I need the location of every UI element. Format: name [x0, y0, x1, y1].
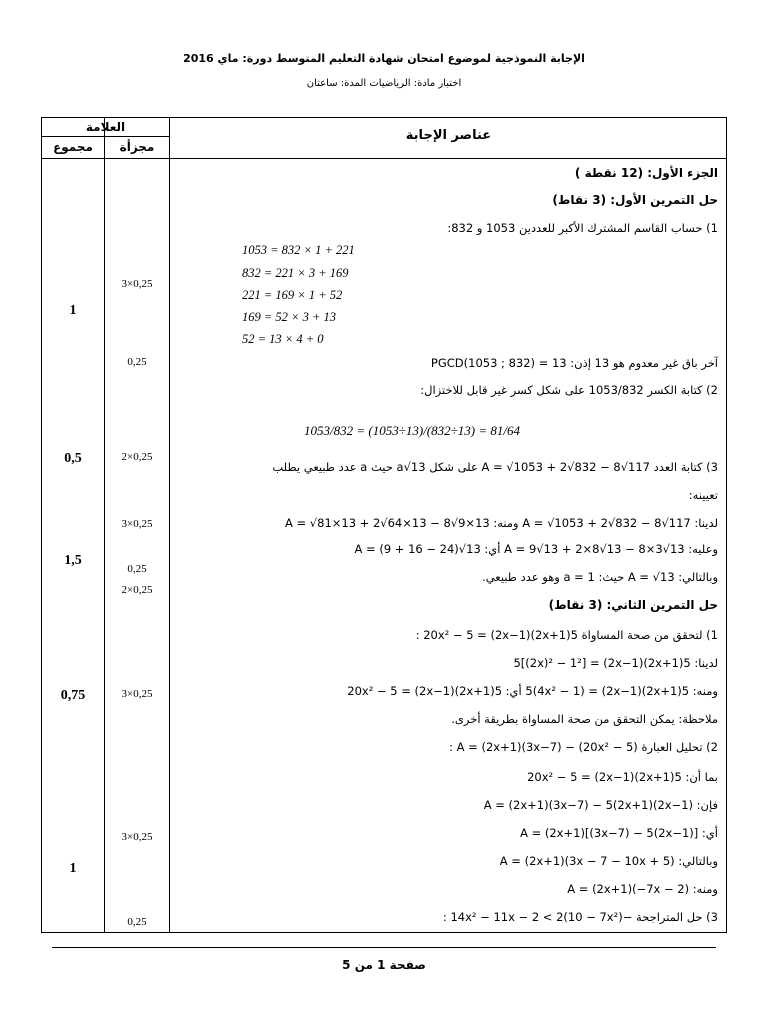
fraction-equation: 1053/832 = (1053÷13)/(832÷13) = 81/64: [304, 423, 520, 438]
division-step: 221 = 169 × 1 + 52: [242, 288, 343, 302]
question-text: 2) كتابة الكسر 1053/832 على شكل كسر غير قابل للاختزال:: [420, 383, 718, 397]
total-score: 1: [69, 303, 77, 318]
question-text: 2) تحليل العبارة A = (2x+1)(3x−7) − (20x² − 5) :: [449, 740, 718, 754]
partial-score: 0,25: [127, 356, 147, 368]
total-score: 1: [69, 861, 77, 876]
col-partial: مجزأة: [119, 140, 155, 154]
partial-score: 2×0,25: [121, 451, 153, 463]
col-grade: العلامة: [85, 120, 126, 134]
partial-score: 3×0,25: [121, 688, 153, 700]
exercise-heading: حل التمرين الثاني: (3 نقاط): [548, 598, 718, 612]
question-text: 1) حساب القاسم المشترك الأكبر للعددين 1053 و 832:: [447, 221, 718, 235]
pgcd-result: آخر باق غير معدوم هو 13 إذن: PGCD(1053 ; 832) = 13: [430, 356, 718, 370]
question-text: تعيينه:: [688, 488, 718, 502]
answer-line: وبالتالي: A = (2x+1)(3x − 7 − 10x + 5): [499, 854, 718, 868]
division-step: 169 = 52 × 3 + 13: [242, 310, 337, 324]
total-score: 0,5: [64, 451, 82, 466]
partial-score: 3×0,25: [121, 831, 153, 843]
answer-line: بما أن: 5(2x+1)(2x−1) = 20x² − 5: [527, 770, 718, 784]
note-text: ملاحظة: يمكن التحقق من صحة المساواة بطريقة أخرى.: [451, 712, 718, 726]
question-text: 1) لتحقق من صحة المساواة 5(2x+1)(2x−1) = 20x² − 5 :: [415, 628, 718, 642]
total-score: 1,5: [64, 553, 82, 568]
page-number: صفحة 1 من 5: [342, 958, 426, 972]
answer-line: لدينا: A = √1053 + 2√832 − 8√117 ومنه: A = √81×13 + 2√64×13 − 8√9×13: [284, 516, 718, 530]
exam-title: الإجابة النموذجية لموضوع امتحان شهادة التعليم المتوسط دورة: ماي 2016: [183, 52, 585, 65]
answer-line: فإن: A = (2x+1)(3x−7) − 5(2x+1)(2x−1): [483, 798, 718, 812]
answer-line: أي: A = (2x+1)[(3x−7) − 5(2x−1)]: [520, 826, 718, 840]
part-heading: الجزء الأول: (12 نقطة ): [574, 166, 718, 180]
total-score: 0,75: [60, 688, 86, 703]
exam-subtitle: اختبار مادة: الرياضيات المدة: ساعتان: [306, 78, 462, 89]
question-text: 3) كتابة العدد A = √1053 + 2√832 − 8√117 على شكل a√13 حيث a عدد طبيعي يطلب: [272, 460, 718, 474]
partial-score: 0,25: [127, 563, 147, 575]
col-total: مجموع: [53, 140, 93, 154]
question-text: 3) حل المتراجحة −14x² − 11x − 2 < 2(10 − 7x²) :: [442, 910, 718, 924]
exercise-heading: حل التمرين الأول: (3 نقاط): [552, 193, 718, 207]
partial-score: 2×0,25: [121, 584, 153, 596]
answer-line: ومنه: 5(2x+1)(2x−1) = 5(4x² − 1) أي: 5(2x+1)(2x−1) = 20x² − 5: [347, 684, 718, 698]
partial-score: 3×0,25: [121, 518, 153, 530]
answer-line: ومنه: A = (2x+1)(−7x − 2): [567, 882, 718, 896]
partial-score: 3×0,25: [121, 278, 153, 290]
col-answer: عناصر الإجابة: [405, 128, 492, 143]
answer-line: وبالتالي: A = √13 حيث: a = 1 وهو عدد طبيعي.: [482, 570, 718, 584]
answer-line: وعليه: A = 9√13 + 2×8√13 − 8×3√13 أي: A = (9 + 16 − 24)√13: [354, 542, 718, 556]
division-step: 832 = 221 × 3 + 169: [242, 266, 349, 280]
answer-line: لدينا: 5(2x+1)(2x−1) = 5[(2x)² − 1²]: [513, 656, 718, 670]
partial-score: 0,25: [127, 916, 147, 928]
division-step: 52 = 13 × 4 + 0: [242, 332, 324, 346]
division-step: 1053 = 832 × 1 + 221: [242, 243, 355, 257]
footer-divider: [52, 947, 716, 948]
answer-table: [41, 117, 727, 933]
